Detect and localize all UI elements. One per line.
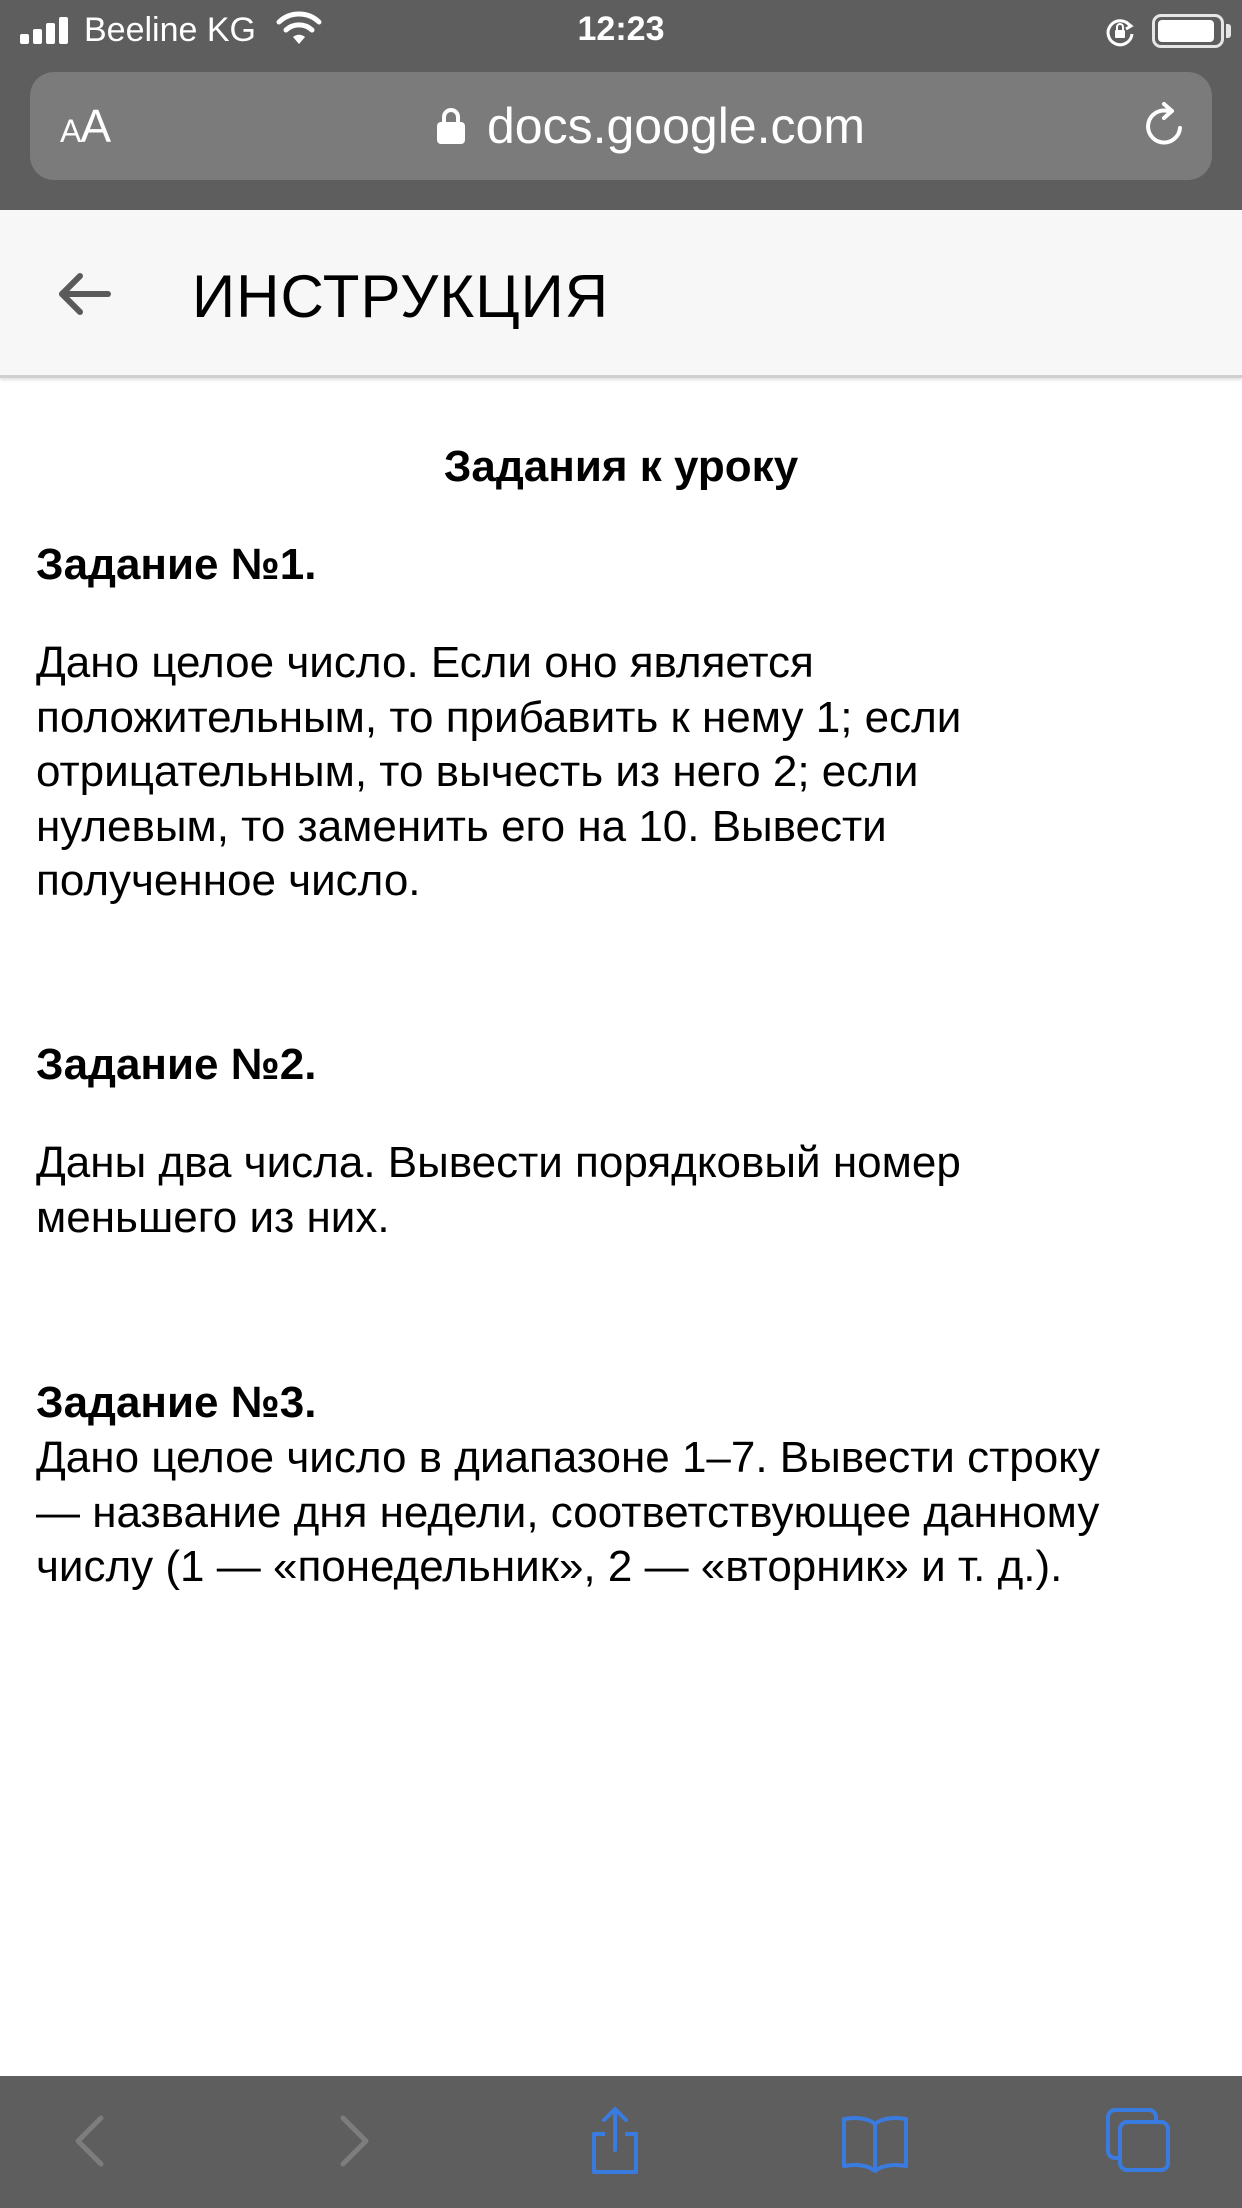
chevron-left-icon[interactable] xyxy=(56,2106,126,2176)
url-text: docs.google.com xyxy=(486,98,865,154)
status-bar xyxy=(0,0,1242,62)
battery-icon xyxy=(1152,14,1224,48)
share-icon[interactable] xyxy=(580,2106,650,2176)
reload-icon[interactable] xyxy=(1138,100,1190,152)
task-3-text xyxy=(36,1431,1216,1595)
lock-icon xyxy=(437,108,465,144)
page-title: ИНСТРУКЦИЯ xyxy=(192,263,610,330)
text-line: — название дня недели, соответствующее данному xyxy=(36,1487,1100,1537)
task-2-text xyxy=(36,1136,1216,1245)
document-heading: Задания к уроку xyxy=(443,442,799,491)
text-line: полученное число. xyxy=(36,856,421,905)
task-3-title: Задание №3. xyxy=(36,1378,317,1427)
book-icon[interactable] xyxy=(840,2106,910,2176)
text-line: отрицательным, то вычесть из него 2; если xyxy=(36,747,919,796)
address-bar[interactable] xyxy=(30,72,1212,180)
text-size-button[interactable]: AA xyxy=(60,100,111,152)
text-line: Даны два числа. Вывести порядковый номер xyxy=(36,1138,961,1187)
text-line: меньшего из них. xyxy=(36,1192,390,1242)
task-1-text xyxy=(36,636,1216,909)
task-1-title: Задание №1. xyxy=(36,540,317,589)
battery-cap xyxy=(1226,24,1231,38)
chevron-right-icon[interactable] xyxy=(318,2106,388,2176)
task-2-title: Задание №2. xyxy=(36,1040,317,1089)
browser-toolbar xyxy=(0,2076,1242,2208)
url-display[interactable] xyxy=(30,72,1212,180)
text-line: положительным, то прибавить к нему 1; если xyxy=(36,692,962,742)
text-line: Дано целое число в диапазоне 1–7. Вывести строку xyxy=(36,1433,1100,1482)
text-line: нулевым, то заменить его на 10. Вывести xyxy=(36,801,887,851)
rotation-lock-icon xyxy=(1104,16,1136,48)
tabs-icon[interactable] xyxy=(1104,2106,1174,2176)
browser-top-chrome xyxy=(0,0,1242,210)
text-line: числу (1 — «понедельник», 2 — «вторник» и т. д.). xyxy=(36,1542,1063,1591)
app-header xyxy=(0,210,1242,378)
text-line: Дано целое число. Если оно является xyxy=(36,638,814,687)
status-time: 12:23 xyxy=(577,10,665,48)
arrow-left-icon[interactable] xyxy=(48,258,120,330)
carrier-name: Beeline KG xyxy=(84,11,256,49)
